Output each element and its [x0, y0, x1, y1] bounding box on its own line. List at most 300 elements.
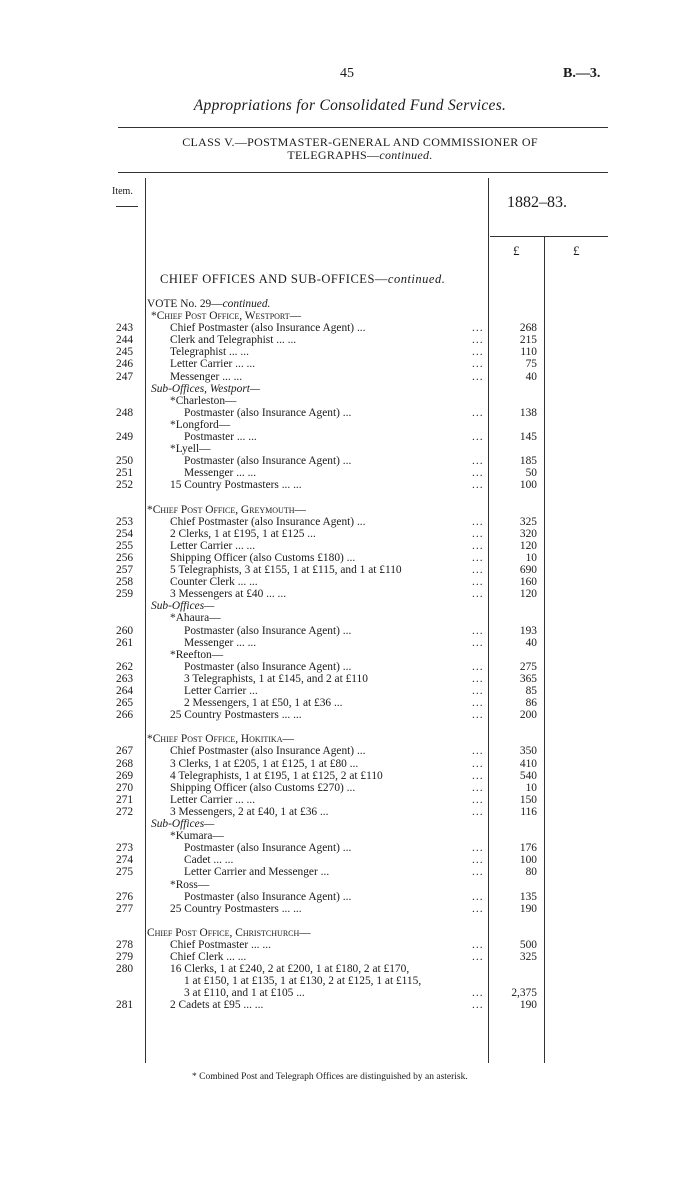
table-row [0, 467, 700, 479]
item-number: 260 [116, 624, 134, 637]
item-description [170, 999, 263, 1011]
item-amount: 120 [519, 539, 537, 552]
leader-dots: ... [472, 539, 484, 552]
item-text: 2 Messengers, 1 at £50, 1 at £36 ... [184, 697, 343, 710]
table-row [0, 866, 700, 878]
item-amount: 138 [519, 406, 537, 419]
item-description [170, 334, 296, 346]
table-row [0, 806, 700, 818]
item-description [170, 794, 255, 806]
item-number: 267 [116, 745, 134, 758]
table-row [0, 721, 700, 733]
leader-dots: ... [472, 805, 484, 818]
item-amount: 120 [519, 588, 537, 601]
item-description [170, 770, 383, 782]
top-rule [118, 127, 608, 128]
table-row [0, 818, 700, 830]
item-text: *Lyell— [170, 443, 211, 456]
item-text: Shipping Officer (also Customs £180) ... [170, 551, 356, 564]
leader-dots: ... [472, 576, 484, 589]
item-description [151, 818, 214, 830]
item-description [147, 733, 294, 745]
item-number: 270 [116, 781, 134, 794]
item-text: 16 Clerks, 1 at £240, 2 at £200, 1 at £180, 2 at £170, [170, 963, 410, 976]
leader-dots: ... [472, 781, 484, 794]
table-row [0, 346, 700, 358]
item-amount: 110 [520, 346, 537, 359]
item-text-italic: Sub-Offices, Westport— [151, 382, 261, 395]
item-description [170, 576, 258, 588]
year-underline-rule [490, 236, 608, 237]
item-number: 250 [116, 455, 134, 468]
item-number: 254 [116, 527, 134, 540]
table-row [0, 322, 700, 334]
item-description [170, 963, 409, 975]
item-amount: 10 [525, 551, 537, 564]
item-text: *Longford— [170, 418, 231, 431]
page-number: 45 [340, 66, 354, 81]
item-number: 279 [116, 951, 134, 964]
table-row [0, 383, 700, 395]
item-text: *Charleston— [170, 394, 237, 407]
item-text: Messenger ... ... [184, 467, 257, 480]
table-row [0, 661, 700, 673]
table-row [0, 758, 700, 770]
estimates-table [0, 298, 700, 1012]
item-text: 1 at £150, 1 at £135, 1 at £130, 2 at £125, 1 at £115, [184, 975, 422, 988]
item-header-rule [116, 206, 138, 207]
currency-col1: £ [513, 243, 520, 258]
leader-dots: ... [472, 431, 484, 444]
table-row [0, 697, 700, 709]
item-description [170, 745, 366, 757]
leader-dots: ... [472, 370, 484, 383]
item-text: Postmaster (also Insurance Agent) ... [184, 455, 352, 468]
item-description [170, 612, 221, 624]
item-amount: 100 [519, 854, 537, 867]
table-row [0, 371, 700, 383]
item-description [147, 298, 270, 310]
item-text: Messenger ... ... [170, 370, 243, 383]
item-text: Postmaster (also Insurance Agent) ... [184, 842, 352, 855]
item-text: Postmaster (also Insurance Agent) ... [184, 890, 352, 903]
item-amount: 500 [519, 938, 537, 951]
leader-dots: ... [472, 697, 484, 710]
item-text: Shipping Officer (also Customs £270) ... [170, 781, 356, 794]
item-number: 271 [116, 793, 134, 806]
item-description [147, 504, 306, 516]
leader-dots: ... [472, 757, 484, 770]
item-number: 272 [116, 805, 134, 818]
table-row [0, 891, 700, 903]
leader-dots: ... [472, 854, 484, 867]
item-number: 274 [116, 854, 134, 867]
section-heading [160, 272, 445, 287]
item-text: Letter Carrier ... [184, 685, 258, 697]
section-heading-plain: CHIEF OFFICES AND SUB-OFFICES— [160, 272, 388, 286]
item-text: Chief Postmaster (also Insurance Agent) ... [170, 745, 366, 758]
leader-dots: ... [472, 769, 484, 782]
table-row [0, 915, 700, 927]
table-row [0, 854, 700, 866]
item-number: 252 [116, 479, 134, 492]
item-text: 15 Country Postmasters ... ... [170, 479, 302, 492]
item-number: 255 [116, 539, 134, 552]
item-number: 269 [116, 769, 134, 782]
item-description [184, 685, 258, 697]
table-row [0, 625, 700, 637]
item-number: 247 [116, 370, 134, 383]
item-amount: 190 [519, 902, 537, 915]
item-text: Chief Postmaster ... ... [170, 938, 271, 951]
item-text: VOTE No. 29— [147, 298, 223, 310]
leader-dots: ... [472, 406, 484, 419]
table-row [0, 733, 700, 745]
item-number: 262 [116, 660, 134, 673]
item-description [184, 407, 351, 419]
item-text: Postmaster (also Insurance Agent) ... [184, 624, 352, 637]
table-row [0, 504, 700, 516]
leader-dots: ... [472, 527, 484, 540]
item-amount: 215 [519, 334, 537, 347]
leader-dots: ... [472, 467, 484, 480]
item-amount: 320 [519, 527, 537, 540]
item-description [184, 987, 305, 999]
item-description [170, 879, 209, 891]
item-amount: 690 [519, 564, 537, 577]
leader-dots: ... [472, 334, 484, 347]
item-text: Chief Post Office, Christchurch— [147, 926, 311, 939]
table-row [0, 455, 700, 467]
table-row [0, 963, 700, 975]
item-text: Counter Clerk ... ... [170, 576, 258, 589]
item-description [184, 842, 351, 854]
item-description [184, 637, 256, 649]
item-amount: 85 [525, 685, 537, 697]
item-number: 276 [116, 890, 134, 903]
leader-dots: ... [472, 987, 484, 1000]
table-row [0, 745, 700, 757]
item-text: Letter Carrier ... ... [170, 539, 256, 552]
item-description [170, 443, 211, 455]
item-description [170, 540, 255, 552]
item-number: 257 [116, 564, 134, 577]
item-description [170, 588, 286, 600]
item-description [170, 903, 302, 915]
table-row [0, 395, 700, 407]
leader-dots: ... [472, 588, 484, 601]
item-amount: 75 [525, 358, 537, 371]
table-row [0, 612, 700, 624]
item-amount: 50 [525, 467, 537, 480]
item-number: 263 [116, 672, 134, 685]
item-text: 5 Telegraphists, 3 at £155, 1 at £115, and 1 at £110 [170, 564, 402, 577]
item-number: 265 [116, 697, 134, 710]
table-row [0, 564, 700, 576]
item-amount: 40 [525, 636, 537, 649]
item-text: Postmaster (also Insurance Agent) ... [184, 660, 352, 673]
table-row [0, 298, 700, 310]
item-amount: 540 [519, 769, 537, 782]
item-number: 253 [116, 515, 134, 528]
table-row [0, 782, 700, 794]
item-description [184, 661, 351, 673]
item-amount: 80 [525, 866, 537, 879]
item-text-italic: Sub-Offices— [151, 818, 215, 831]
item-description [170, 758, 358, 770]
item-amount: 100 [519, 479, 537, 492]
class-heading-line2-italic: continued. [379, 148, 433, 162]
table-row [0, 830, 700, 842]
table-row [0, 903, 700, 915]
item-number: 251 [116, 467, 134, 480]
item-text: 25 Country Postmasters ... ... [170, 902, 302, 915]
table-row [0, 709, 700, 721]
table-row [0, 879, 700, 891]
item-text: *Chief Post Office, Greymouth— [147, 503, 306, 516]
item-text: Clerk and Telegraphist ... ... [170, 334, 297, 347]
item-description [147, 927, 311, 939]
item-text: 3 Messengers, 2 at £40, 1 at £36 ... [170, 805, 329, 818]
item-text: *Chief Post Office, Hokitika— [147, 733, 294, 746]
item-number: 246 [116, 358, 134, 371]
leader-dots: ... [472, 551, 484, 564]
item-number: 244 [116, 334, 134, 347]
item-amount: 193 [519, 624, 537, 637]
leader-dots: ... [472, 890, 484, 903]
leader-dots: ... [472, 564, 484, 577]
table-row [0, 685, 700, 697]
year-header: 1882–83. [507, 194, 567, 211]
table-row [0, 987, 700, 999]
item-number: 280 [116, 963, 134, 976]
item-number: 264 [116, 685, 134, 697]
leader-dots: ... [472, 515, 484, 528]
item-amount: 116 [520, 805, 537, 818]
item-amount: 145 [519, 431, 537, 444]
table-row [0, 770, 700, 782]
item-text-italic: continued. [222, 298, 271, 310]
item-amount: 350 [519, 745, 537, 758]
item-amount: 160 [519, 576, 537, 589]
item-number: 258 [116, 576, 134, 589]
leader-dots: ... [472, 624, 484, 637]
item-description [170, 516, 366, 528]
item-description [170, 709, 302, 721]
item-text: Chief Postmaster (also Insurance Agent) ... [170, 322, 366, 335]
item-description [170, 552, 355, 564]
item-amount: 40 [525, 370, 537, 383]
class-heading-line2-plain: TELEGRAPHS— [287, 148, 380, 162]
item-number: 248 [116, 406, 134, 419]
item-number: 245 [116, 346, 134, 359]
item-description [170, 564, 402, 576]
item-text: 4 Telegraphists, 1 at £195, 1 at £125, 2 at £110 [170, 769, 383, 782]
item-description [151, 383, 260, 395]
item-description [184, 975, 421, 987]
item-number: 268 [116, 757, 134, 770]
leader-dots: ... [472, 660, 484, 673]
leader-dots: ... [472, 685, 484, 697]
item-column-header: Item. [112, 186, 133, 197]
item-text: Letter Carrier and Messenger ... [184, 866, 330, 879]
item-description [184, 673, 368, 685]
item-amount: 2,375 [511, 987, 537, 1000]
table-row [0, 443, 700, 455]
table-row [0, 407, 700, 419]
item-amount: 150 [519, 793, 537, 806]
item-number: 273 [116, 842, 134, 855]
item-amount: 325 [519, 515, 537, 528]
leader-dots: ... [472, 636, 484, 649]
item-description [170, 649, 223, 661]
item-text: 2 Clerks, 1 at £195, 1 at £125 ... [170, 527, 316, 540]
table-row [0, 528, 700, 540]
item-text: Messenger ... ... [184, 636, 257, 649]
item-amount: 135 [519, 890, 537, 903]
item-description [170, 939, 271, 951]
document-code: B.—3. [563, 66, 601, 81]
item-text: Telegraphist ... ... [170, 346, 249, 359]
item-description [170, 830, 224, 842]
item-text: *Chief Post Office, Westport— [151, 310, 302, 323]
class-heading-line2 [120, 149, 600, 162]
item-amount: 10 [525, 781, 537, 794]
table-row [0, 358, 700, 370]
table-row [0, 600, 700, 612]
table-row [0, 479, 700, 491]
leader-dots: ... [472, 902, 484, 915]
leader-dots: ... [472, 842, 484, 855]
item-description [184, 697, 343, 709]
item-text: 3 Messengers at £40 ... ... [170, 588, 287, 601]
item-description [170, 479, 302, 491]
item-amount: 176 [519, 842, 537, 855]
leader-dots: ... [472, 999, 484, 1012]
item-description [170, 419, 230, 431]
item-text: 3 at £110, and 1 at £105 ... [184, 987, 305, 1000]
item-number: 243 [116, 322, 134, 335]
item-text: 2 Cadets at £95 ... ... [170, 999, 264, 1012]
leader-dots: ... [472, 709, 484, 722]
leader-dots: ... [472, 938, 484, 951]
item-number: 266 [116, 709, 134, 722]
item-text-italic: Sub-Offices— [151, 600, 215, 613]
table-row [0, 492, 700, 504]
item-description [170, 782, 355, 794]
item-amount: 325 [519, 951, 537, 964]
item-description [184, 455, 351, 467]
table-row [0, 576, 700, 588]
item-text: Chief Clerk ... ... [170, 951, 247, 964]
table-row [0, 673, 700, 685]
item-text: Chief Postmaster (also Insurance Agent) ... [170, 515, 366, 528]
item-description [170, 806, 329, 818]
table-row [0, 999, 700, 1011]
footnote: * Combined Post and Telegraph Offices are distinguished by an asterisk. [192, 1072, 468, 1082]
item-number: 259 [116, 588, 134, 601]
item-amount: 268 [519, 322, 537, 335]
table-row [0, 540, 700, 552]
table-row [0, 552, 700, 564]
item-number: 261 [116, 636, 134, 649]
item-amount: 365 [519, 672, 537, 685]
leader-dots: ... [472, 455, 484, 468]
item-description [184, 866, 329, 878]
class-heading-line1: CLASS V.—POSTMASTER-GENERAL AND COMMISSIONER OF [182, 135, 538, 149]
leader-dots: ... [472, 346, 484, 359]
item-text: *Kumara— [170, 830, 224, 843]
leader-dots: ... [472, 322, 484, 335]
table-row [0, 939, 700, 951]
item-description [170, 346, 249, 358]
table-row [0, 951, 700, 963]
item-description [151, 310, 301, 322]
item-text: *Reefton— [170, 648, 224, 661]
currency-col2: £ [573, 243, 580, 258]
item-description [184, 467, 256, 479]
table-row [0, 516, 700, 528]
leader-dots: ... [472, 866, 484, 879]
item-description [151, 600, 214, 612]
item-text: Cadet ... ... [184, 854, 234, 867]
item-description [170, 395, 236, 407]
item-number: 275 [116, 866, 134, 879]
table-row [0, 842, 700, 854]
item-number: 277 [116, 902, 134, 915]
item-amount: 275 [519, 660, 537, 673]
table-row [0, 419, 700, 431]
table-row [0, 637, 700, 649]
item-description [184, 625, 351, 637]
item-number: 281 [116, 999, 134, 1012]
item-text: Postmaster (also Insurance Agent) ... [184, 406, 352, 419]
leader-dots: ... [472, 745, 484, 758]
item-description [170, 528, 316, 540]
section-heading-italic: continued. [387, 272, 446, 286]
item-text: *Ross— [170, 878, 210, 891]
leader-dots: ... [472, 358, 484, 371]
table-row [0, 310, 700, 322]
item-description [170, 322, 366, 334]
table-row [0, 649, 700, 661]
item-amount: 190 [519, 999, 537, 1012]
item-amount: 200 [519, 709, 537, 722]
table-row [0, 975, 700, 987]
item-amount: 410 [519, 757, 537, 770]
table-row [0, 431, 700, 443]
leader-dots: ... [472, 793, 484, 806]
class-heading [120, 136, 600, 162]
item-description [170, 371, 242, 383]
item-text: 3 Telegraphists, 1 at £145, and 2 at £110 [184, 672, 368, 685]
item-description [184, 854, 233, 866]
item-text: 25 Country Postmasters ... ... [170, 709, 302, 722]
item-text: Letter Carrier ... ... [170, 793, 256, 806]
table-row [0, 794, 700, 806]
item-amount: 185 [519, 455, 537, 468]
item-number: 278 [116, 938, 134, 951]
item-text: Letter Carrier ... ... [170, 358, 256, 371]
leader-dots: ... [472, 672, 484, 685]
item-description [184, 431, 257, 443]
item-description [170, 358, 255, 370]
item-text: 3 Clerks, 1 at £205, 1 at £125, 1 at £80 ... [170, 757, 359, 770]
item-description [170, 951, 246, 963]
table-row [0, 334, 700, 346]
item-text: *Ahaura— [170, 612, 221, 625]
leader-dots: ... [472, 479, 484, 492]
